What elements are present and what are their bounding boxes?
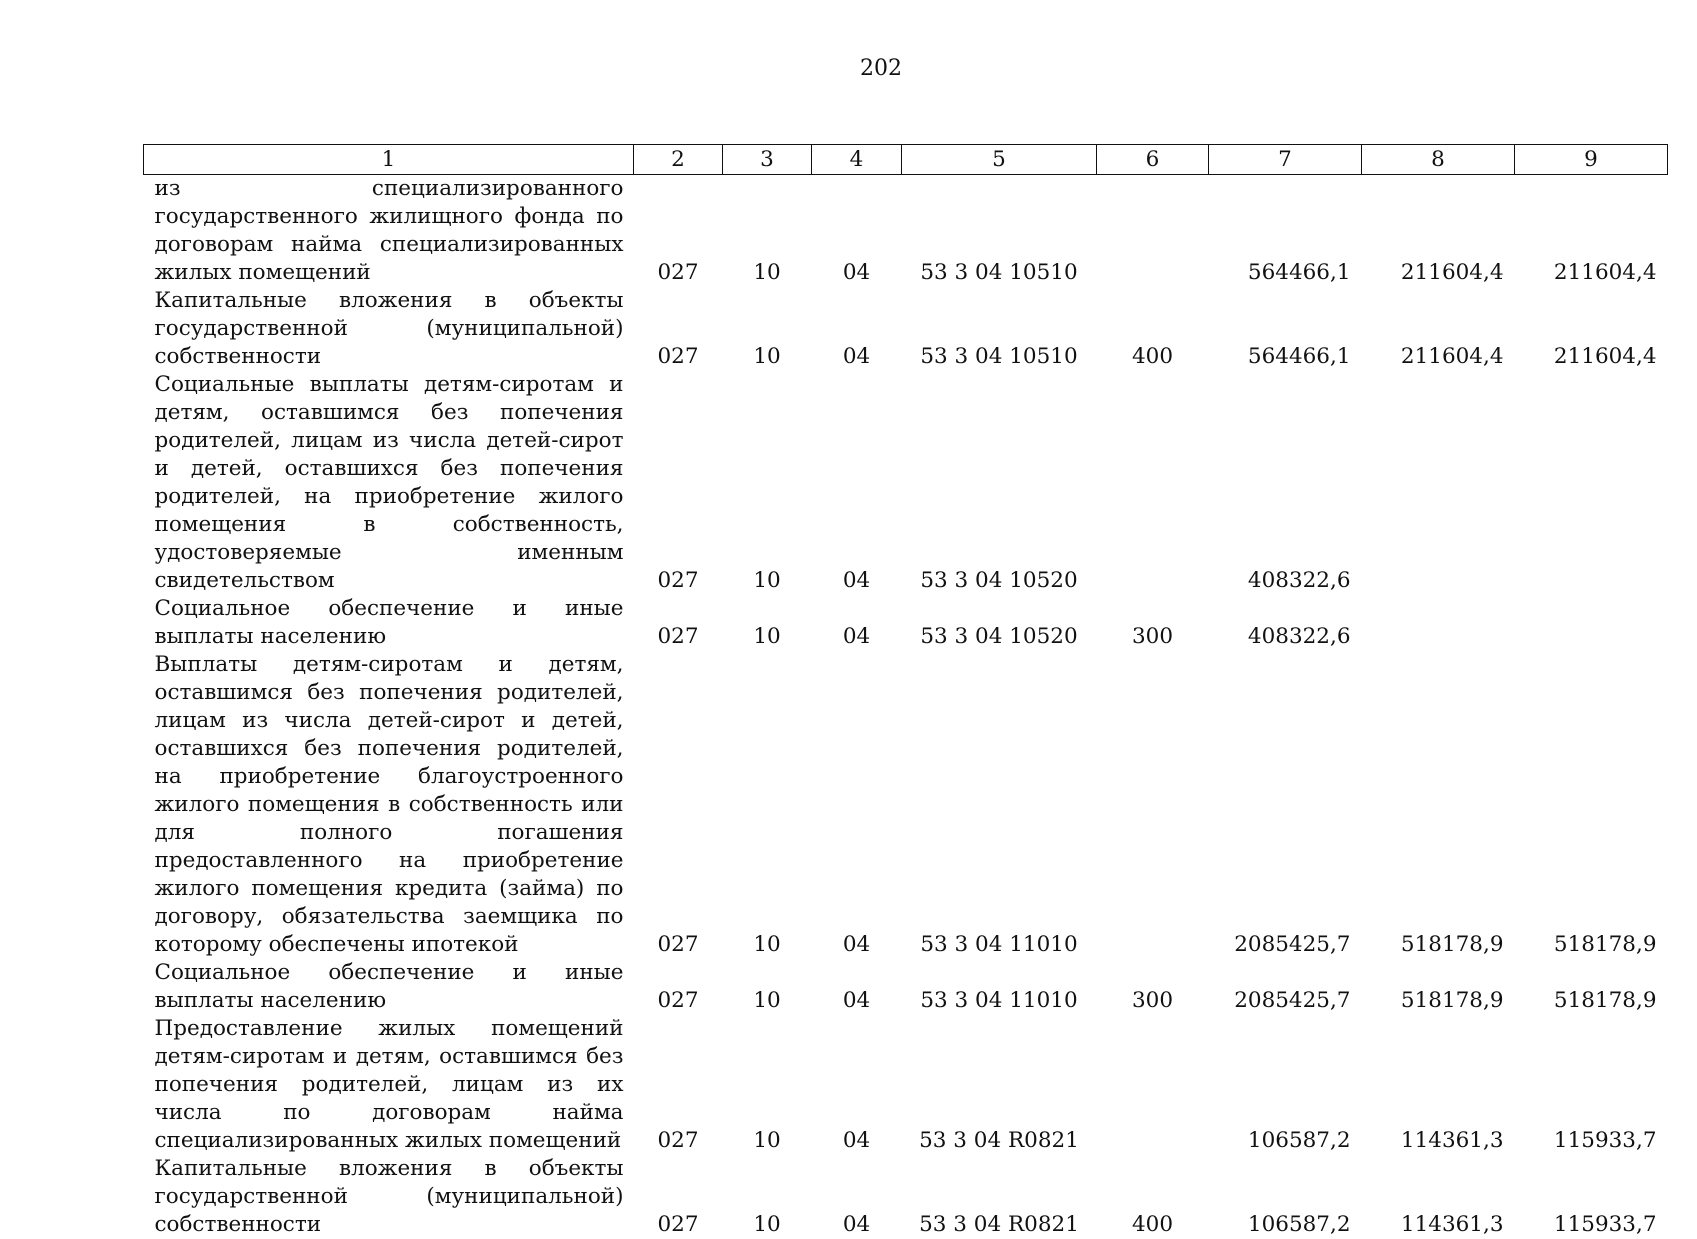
column-header-5: 5: [902, 145, 1097, 175]
row-amount-col8: 518178,9: [1400, 988, 1504, 1013]
row-subsection-code: 04: [842, 988, 871, 1013]
table-row: [144, 1015, 1668, 1155]
row-expense-type: 300: [1131, 624, 1174, 649]
row-expense-type: 400: [1131, 344, 1174, 369]
row-description: из специализированного государственного жилищного фонда по договорам найма специализированных жилых помещений: [154, 176, 624, 285]
row-expense-type: [1097, 175, 1209, 288]
row-expense-type: [1097, 651, 1209, 959]
row-target-article: 53 3 04 10520: [920, 624, 1078, 649]
row-ministry-code: 027: [657, 568, 699, 593]
row-amount-col8: [1362, 371, 1515, 595]
row-description: Предоставление жилых помещений детям-сиротам и детям, оставшимся без попечения родителей, лицам из их числа по договорам найма специализированных жилых помещений: [154, 1016, 624, 1153]
row-amount-col7: 106587,2: [1247, 1128, 1351, 1153]
row-expense-type: 300: [1131, 988, 1174, 1013]
column-header-3: 3: [723, 145, 812, 175]
row-target-article: 53 3 04 11010: [920, 932, 1078, 957]
table-row: [144, 595, 1668, 651]
column-header-1: 1: [144, 145, 634, 175]
row-description: Капитальные вложения в объекты государственной (муниципальной) собственности: [154, 288, 624, 369]
row-amount-col7: 564466,1: [1247, 344, 1351, 369]
row-ministry-code: 027: [657, 344, 699, 369]
row-amount-col8: 114361,3: [1400, 1212, 1504, 1237]
row-section-code: 10: [753, 988, 781, 1013]
row-description: Выплаты детям-сиротам и детям, оставшимся без попечения родителей, лицам из числа детей-сирот и детей, оставшихся без попечения родителей, на приобретение благоустроенного жилого помещения в собственность или для полного погашения предоставленного на приобретение жилого помещения кредита (займа) по договору, обязательства заемщика по которому обеспечены ипотекой: [154, 652, 624, 957]
row-subsection-code: 04: [842, 1128, 871, 1153]
row-target-article: 53 3 04 11010: [920, 988, 1078, 1013]
row-description: Капитальные вложения в объекты государственной (муниципальной) собственности: [154, 1156, 624, 1237]
column-header-9: 9: [1515, 145, 1668, 175]
row-subsection-code: 04: [842, 568, 871, 593]
row-expense-type: 400: [1131, 1212, 1174, 1237]
table-row: [144, 959, 1668, 1015]
row-ministry-code: 027: [657, 988, 699, 1013]
row-amount-col9: 115933,7: [1553, 1212, 1657, 1237]
row-amount-col8: 114361,3: [1400, 1128, 1504, 1153]
row-amount-col8: 211604,4: [1400, 344, 1504, 369]
row-expense-type: [1097, 371, 1209, 595]
table-row: [144, 1155, 1668, 1239]
row-amount-col7: 564466,1: [1247, 260, 1351, 285]
row-amount-col8: 211604,4: [1400, 260, 1504, 285]
column-header-7: 7: [1209, 145, 1362, 175]
row-subsection-code: 04: [842, 932, 871, 957]
row-amount-col7: 2085425,7: [1234, 932, 1351, 957]
row-amount-col8: 518178,9: [1400, 932, 1504, 957]
row-subsection-code: 04: [842, 1212, 871, 1237]
table-row: [144, 371, 1668, 595]
row-description: Социальное обеспечение и иные выплаты населению: [154, 960, 624, 1013]
table-header-row: [144, 145, 1668, 175]
row-section-code: 10: [753, 260, 781, 285]
column-header-8: 8: [1362, 145, 1515, 175]
table-row: [144, 651, 1668, 959]
row-ministry-code: 027: [657, 1128, 699, 1153]
column-header-6: 6: [1097, 145, 1209, 175]
row-section-code: 10: [753, 932, 781, 957]
row-amount-col7: 408322,6: [1247, 624, 1351, 649]
row-subsection-code: 04: [842, 344, 871, 369]
row-amount-col9: [1515, 595, 1668, 651]
row-section-code: 10: [753, 624, 781, 649]
row-ministry-code: 027: [657, 1212, 699, 1237]
row-target-article: 53 3 04 R0821: [919, 1212, 1079, 1237]
row-target-article: 53 3 04 10510: [920, 344, 1078, 369]
table-row: [144, 287, 1668, 371]
row-subsection-code: 04: [842, 260, 871, 285]
row-amount-col7: 106587,2: [1247, 1212, 1351, 1237]
column-header-2: 2: [634, 145, 723, 175]
row-section-code: 10: [753, 1128, 781, 1153]
column-header-4: 4: [812, 145, 902, 175]
row-amount-col9: 518178,9: [1553, 988, 1657, 1013]
row-amount-col7: 408322,6: [1247, 568, 1351, 593]
row-section-code: 10: [753, 568, 781, 593]
row-amount-col9: 115933,7: [1553, 1128, 1657, 1153]
row-subsection-code: 04: [842, 624, 871, 649]
page-number: 202: [860, 56, 902, 81]
row-target-article: 53 3 04 10510: [920, 260, 1078, 285]
row-amount-col9: [1515, 371, 1668, 595]
row-amount-col9: 211604,4: [1553, 260, 1657, 285]
row-ministry-code: 027: [657, 932, 699, 957]
budget-table: [143, 144, 1668, 1239]
row-amount-col9: 211604,4: [1553, 344, 1657, 369]
row-target-article: 53 3 04 10520: [920, 568, 1078, 593]
row-target-article: 53 3 04 R0821: [919, 1128, 1079, 1153]
row-ministry-code: 027: [657, 260, 699, 285]
row-description: Социальное обеспечение и иные выплаты населению: [154, 596, 624, 649]
row-ministry-code: 027: [657, 624, 699, 649]
row-amount-col9: 518178,9: [1553, 932, 1657, 957]
row-amount-col7: 2085425,7: [1234, 988, 1351, 1013]
row-expense-type: [1097, 1015, 1209, 1155]
row-section-code: 10: [753, 1212, 781, 1237]
row-section-code: 10: [753, 344, 781, 369]
row-amount-col8: [1362, 595, 1515, 651]
table-row: [144, 175, 1668, 288]
row-description: Социальные выплаты детям-сиротам и детям, оставшимся без попечения родителей, лицам из числа детей-сирот и детей, оставшихся без попечения родителей, на приобретение жилого помещения в собственность, удостоверяемые именным свидетельством: [154, 372, 624, 593]
